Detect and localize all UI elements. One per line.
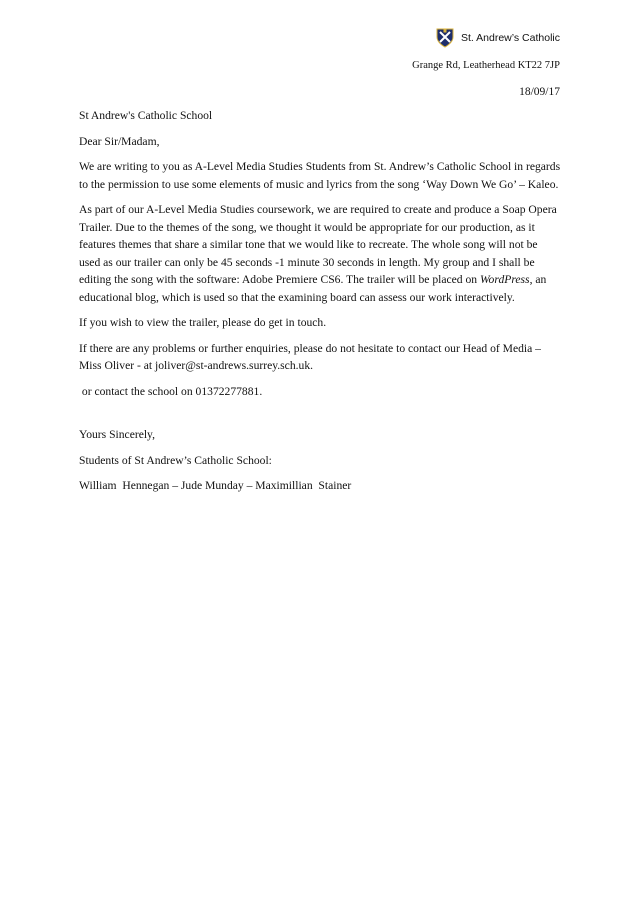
paragraph-2-text-a: As part of our A-Level Media Studies coursework, we are required to create and produce a Soap Opera Trailer. Due to the themes of the song, we thought it would be appropriate for our production, as it features themes that share a similar tone that we would like to recreate. The whole song will not be used as our trailer can only be 45 seconds -1 minute 30 seconds in length. My group and I shall be editing the song with the software: Adobe Premiere CS6. The trailer will be placed on [79,203,557,286]
paragraph-4: If there are any problems or further enquiries, please do not hesitate to contact our Head of Media – Miss Oliver - at joliver@st-andrews.surrey.sch.uk. [79,341,541,372]
salutation: Dear Sir/Madam, [79,134,160,148]
school-crest-icon [435,27,455,49]
school-address: Grange Rd, Leatherhead KT22 7JP [412,60,560,71]
paragraph-5: or contact the school on 01372277881. [79,384,263,398]
recipient-school: St Andrew's Catholic School [79,109,213,122]
paragraph-2-text-b: , an educational blog, which is used so that the examining board can assess our work interactively. [79,273,547,304]
letter-date: 18/09/17 [519,86,560,98]
paragraph-1: We are writing to you as A-Level Media Studies Students from St. Andrew’s Catholic School in regards to the permission to use some elements of music and lyrics from the song ‘Way Down We Go’ – Kaleo. [79,160,561,191]
closing: Yours Sincerely, [79,428,156,441]
spacer [79,408,561,426]
student-names: William Hennegan – Jude Munday – Maximillian Stainer [79,479,352,492]
signature-line: Students of St Andrew’s Catholic School: [79,453,272,467]
school-name: St. Andrew’s Catholic [460,32,560,44]
wordpress-italic: WordPress [479,273,530,286]
letter-body [79,107,561,503]
paragraph-2 [79,201,561,306]
paragraph-3: If you wish to view the trailer, please do get in touch. [79,316,327,329]
letterhead-school [435,27,560,49]
